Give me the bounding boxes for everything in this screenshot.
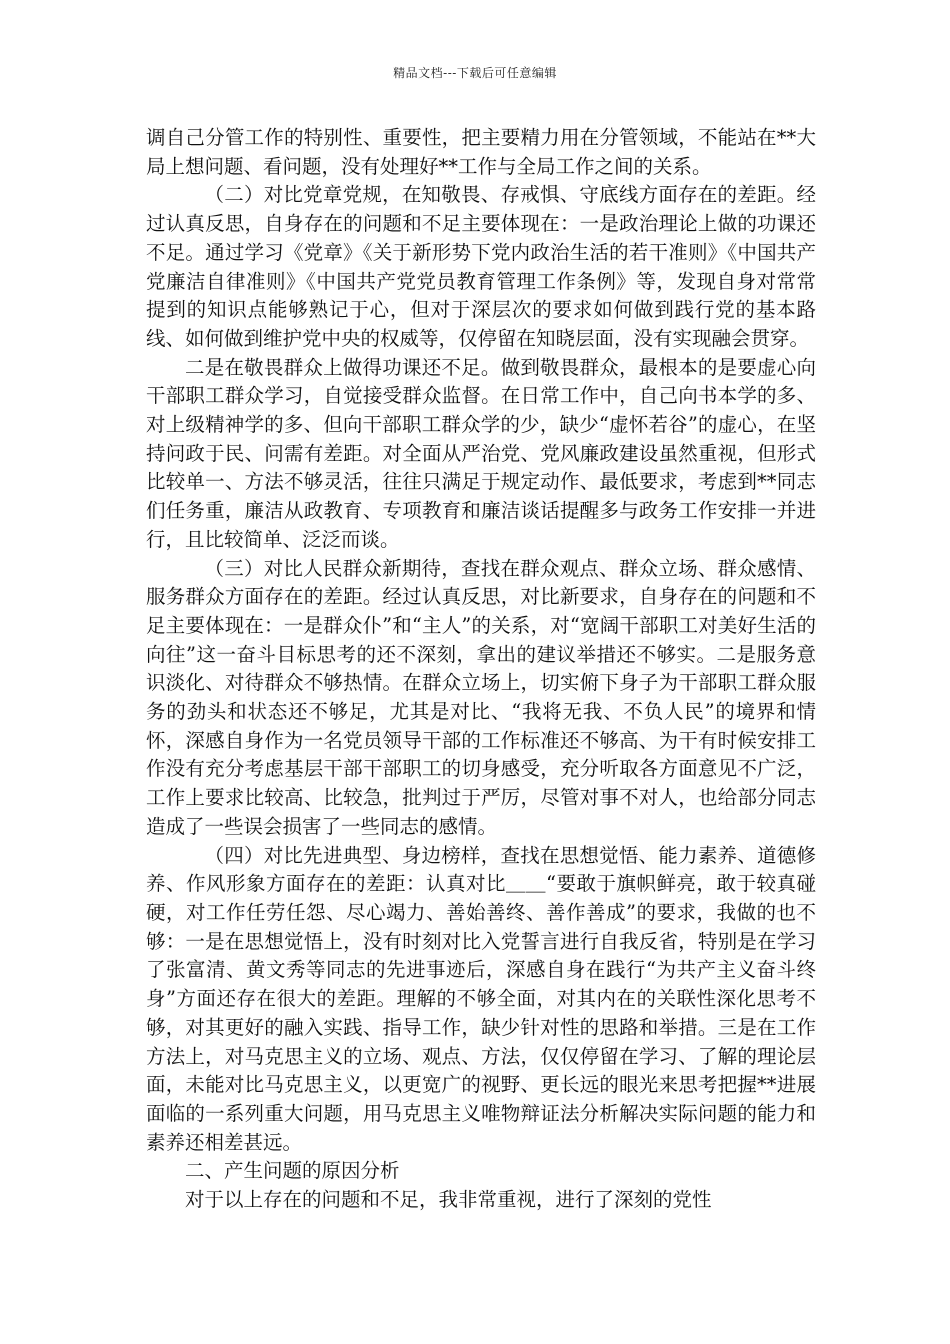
- document-body: [146, 124, 816, 1215]
- paragraph-cause-intro: 对于以上存在的问题和不足，我非常重视，进行了深刻的党性: [185, 1188, 712, 1212]
- section-heading-cause-analysis: 二、产生问题的原因分析: [185, 1159, 400, 1183]
- paragraph-section-3: （三）对比人民群众新期待，查找在群众观点、群众立场、群众感情、服务群众方面存在的差距。经过认真反思，对比新要求，自身存在的问题和不足主要体现在：一是群众仆”和“主人”的关系，对“宽阔干部职工对美好生活的向往”这一奋斗目标思考的还不深刻，拿出的建议举措还不够实。二是服务意识淡化、对待群众不够热情。在群众立场上，切实俯下身子为干部职工群众服务的劲头和状态还不够足，尤其是对比、“我将无我、不负人民”的境界和情怀，深感自身作为一名党员领导干部的工作标准还不够高、为干有时候安排工作没有充分考虑基层干部干部职工的切身感受，充分听取各方面意见不广泛，工作上要求比较高、比较急，批判过于严厉，尽管对事不对人，也给部分同志造成了一些误会损害了一些同志的感情。: [146, 556, 816, 838]
- paragraph-section-4: （四）对比先进典型、身边榜样，查找在思想觉悟、能力素养、道德修养、作风形象方面存在的差距：认真对比＿＿“要敢于旗帜鲜亮，敢于较真碰硬，对工作任劳任怨、尽心竭力、善始善终、善作善成”的要求，我做的也不够：一是在思想觉悟上，没有时刻对比入党誓言进行自我反省，特别是在学习了张富清、黄文秀等同志的先进事迹后，深感自身在践行“为共产主义奋斗终身”方面还存在很大的差距。理解的不够全面，对其内在的关联性深化思考不够，对其更好的融入实践、指导工作，缺少针对性的思路和举措。三是在工作方法上，对马克思主义的立场、观点、方法，仅仅停留在学习、了解的理论层面，未能对比马克思主义，以更宽广的视野、更长远的眼光来思考把握**进展面临的一系列重大问题，用马克思主义唯物辩证法分析解决实际问题的能力和素养还相差甚远。: [146, 843, 816, 1154]
- page-header: 精品文档---下载后可任意编辑: [393, 66, 557, 80]
- paragraph-point-2: 二是在敬畏群众上做得功课还不足。做到敬畏群众，最根本的是要虚心向干部职工群众学习，自觉接受群众监督。在日常工作中，自己向书本学的多、对上级精神学的多、但向干部职工群众学的少，缺少“虚怀若谷”的虚心，在坚持问政于民、问需有差距。对全面从严治党、党风廉政建设虽然重视，但形式比较单一、方法不够灵活，往往只满足于规定动作、最低要求，考虑到**同志们任务重，廉洁从政教育、专项教育和廉洁谈话提醒多与政务工作安排一并进行，且比较简单、泛泛而谈。: [146, 355, 816, 551]
- paragraph-section-2: （二）对比党章党规，在知敬畏、存戒惧、守底线方面存在的差距。经过认真反思，自身存在的问题和不足主要体现在：一是政治理论上做的功课还不足。通过学习《党章》《关于新形势下党内政治生活的若干准则》《中国共产党廉洁自律准则》《中国共产党党员教育管理工作条例》等，发现自身对常常提到的知识点能够熟记于心，但对于深层次的要求如何做到践行党的基本路线、如何做到维护党中央的权威等，仅停留在知晓层面，没有实现融会贯穿。: [146, 183, 816, 350]
- paragraph-continuation: 调自己分管工作的特别性、重要性，把主要精力用在分管领域，不能站在**大局上想问题、看问题，没有处理好**工作与全局工作之间的关系。: [146, 126, 816, 178]
